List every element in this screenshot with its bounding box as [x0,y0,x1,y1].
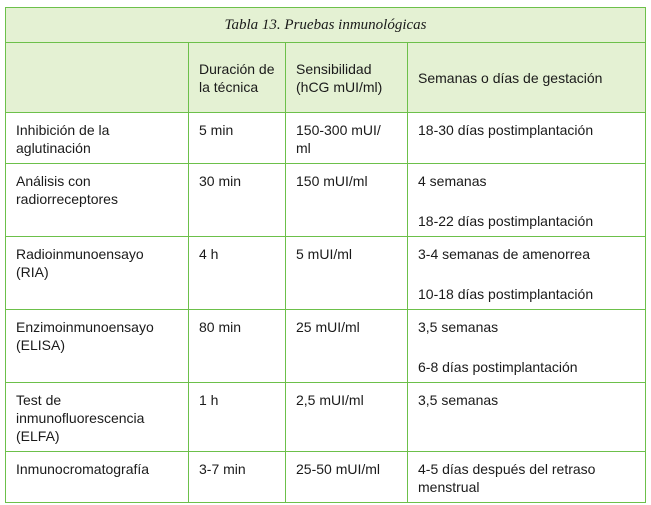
caption-row [6,8,646,43]
gestation-primary: 4-5 días después del retraso menstrual [418,461,596,495]
sensitivity-cell: 150 mUI/ml [286,164,408,237]
table-title: Tabla 13. Pruebas inmunológicas [6,8,646,43]
sensitivity-cell: 2,5 mUI/ml [286,383,408,452]
header-row [6,43,646,113]
sensitivity-cell: 150-300 mUI/ ml [286,113,408,164]
test-name: Inhibición de la aglutinación [6,113,189,164]
table-row [6,452,646,503]
table-row [6,383,646,452]
header-sensitivity: Sensibilidad (hCG mUI/ml) [286,43,408,113]
gestation-primary: 3-4 semanas de amenorrea [418,246,590,262]
gestation-secondary: 10-18 días postimplantación [418,286,594,302]
gestation-cell [408,452,646,503]
header-gestation: Semanas o días de gestación [408,43,646,113]
table-container [5,7,645,503]
gestation-primary: 4 semanas [418,173,487,189]
gestation-cell [408,383,646,452]
gestation-cell [408,310,646,383]
header-empty [6,43,189,113]
test-name: Inmunocromatografía [6,452,189,503]
gestation-secondary: 6-8 días postimplantación [418,359,578,375]
header-duration: Duración de la técnica [189,43,286,113]
duration-cell: 30 min [189,164,286,237]
test-name: Test de inmunofluorescencia (ELFA) [6,383,189,452]
sensitivity-cell: 25 mUI/ml [286,310,408,383]
immunological-tests-table [5,7,646,503]
gestation-primary: 3,5 semanas [418,319,499,335]
table-row [6,310,646,383]
gestation-secondary: 18-22 días postimplantación [418,213,594,229]
table-row [6,164,646,237]
gestation-cell [408,164,646,237]
duration-cell: 1 h [189,383,286,452]
table-row [6,237,646,310]
test-name: Radioinmunoensayo (RIA) [6,237,189,310]
gestation-primary: 3,5 semanas [418,392,499,408]
gestation-cell [408,237,646,310]
table-row [6,113,646,164]
test-name: Análisis con radiorreceptores [6,164,189,237]
duration-cell: 80 min [189,310,286,383]
duration-cell: 5 min [189,113,286,164]
duration-cell: 4 h [189,237,286,310]
gestation-primary: 18-30 días postimplantación [418,122,594,138]
duration-cell: 3-7 min [189,452,286,503]
sensitivity-cell: 25-50 mUI/ml [286,452,408,503]
gestation-cell [408,113,646,164]
test-name: Enzimoinmunoensayo (ELISA) [6,310,189,383]
sensitivity-cell: 5 mUI/ml [286,237,408,310]
